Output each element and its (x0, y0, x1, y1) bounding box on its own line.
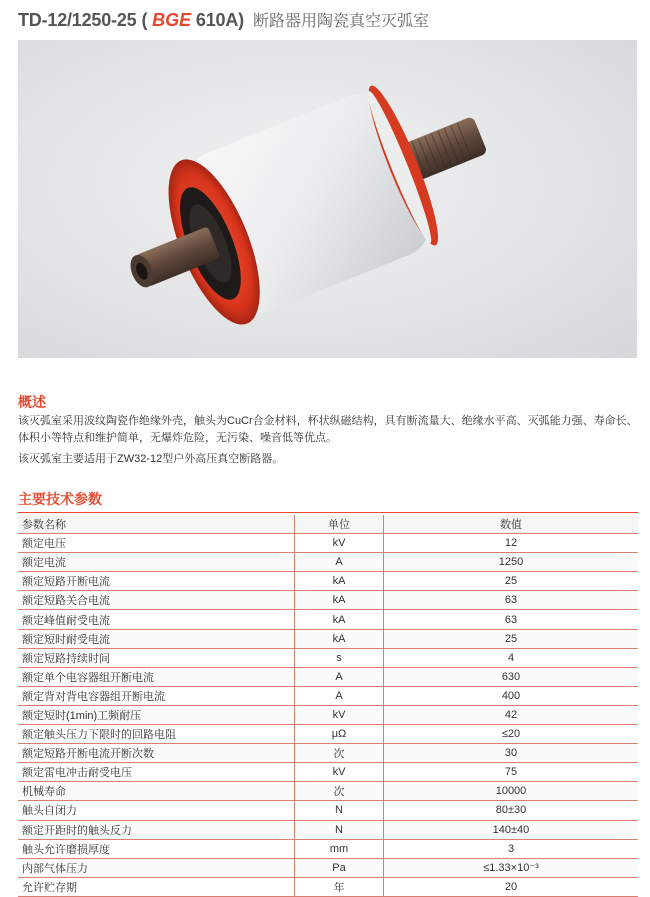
table-row (18, 705, 638, 724)
column-header-name: 参数名称 (18, 515, 295, 534)
param-value: 4 (384, 648, 639, 667)
param-unit: kA (295, 629, 384, 648)
param-unit: N (295, 801, 384, 820)
model-number: TD-12/1250-25 (18, 10, 137, 30)
param-value: 63 (384, 610, 639, 629)
param-value: ≤1.33×10⁻³ (384, 858, 639, 877)
table-row (18, 744, 638, 763)
product-title: 断路器用陶瓷真空灭弧室 (252, 13, 429, 30)
specs-table (18, 515, 638, 897)
table-header-row (18, 515, 638, 534)
table-row (18, 782, 638, 801)
param-value: 630 (384, 667, 639, 686)
param-name: 额定触头压力下限时的回路电阻 (18, 725, 295, 744)
table-row (18, 572, 638, 591)
param-name: 额定电流 (18, 553, 295, 572)
param-unit: 年 (295, 877, 384, 896)
param-value: 400 (384, 686, 639, 705)
param-name: 内部气体压力 (18, 858, 295, 877)
param-value: 75 (384, 763, 639, 782)
param-name: 额定短路关合电流 (18, 591, 295, 610)
page-title (18, 6, 429, 34)
param-value: 20 (384, 877, 639, 896)
param-name: 允许贮存期 (18, 877, 295, 896)
param-value: 1250 (384, 553, 639, 572)
param-unit: kV (295, 763, 384, 782)
table-row (18, 591, 638, 610)
param-name: 额定开距时的触头反力 (18, 820, 295, 839)
table-row (18, 820, 638, 839)
param-value: 25 (384, 572, 639, 591)
column-header-value: 数值 (384, 515, 639, 534)
param-unit: A (295, 667, 384, 686)
table-row (18, 553, 638, 572)
vacuum-interrupter-illustration (18, 40, 637, 358)
param-value: 3 (384, 839, 639, 858)
param-name: 额定单个电容器组开断电流 (18, 667, 295, 686)
param-value: 30 (384, 744, 639, 763)
table-row (18, 667, 638, 686)
table-row (18, 801, 638, 820)
param-unit: A (295, 686, 384, 705)
param-unit: kA (295, 591, 384, 610)
param-value: 140±40 (384, 820, 639, 839)
param-unit: s (295, 648, 384, 667)
param-name: 机械寿命 (18, 782, 295, 801)
param-name: 额定短路持续时间 (18, 648, 295, 667)
table-row (18, 534, 638, 553)
param-name: 额定背对背电容器组开断电流 (18, 686, 295, 705)
param-unit: kA (295, 572, 384, 591)
brand-open: ( (141, 10, 153, 30)
table-row (18, 763, 638, 782)
param-unit: Pa (295, 858, 384, 877)
overview-heading: 概述 (18, 394, 46, 410)
product-photo (18, 40, 637, 358)
table-row (18, 858, 638, 877)
specs-divider (18, 512, 638, 513)
param-name: 额定短路开断电流 (18, 572, 295, 591)
param-name: 额定短路开断电流开断次数 (18, 744, 295, 763)
param-unit: A (295, 553, 384, 572)
table-row (18, 610, 638, 629)
brand-model: 610A) (191, 10, 244, 30)
table-row (18, 877, 638, 896)
param-value: 80±30 (384, 801, 639, 820)
param-unit: 次 (295, 744, 384, 763)
overview-paragraph-2: 该灭弧室主要适用于ZW32-12型户外高压真空断路器。 (18, 453, 284, 465)
table-row (18, 648, 638, 667)
param-value: 12 (384, 534, 639, 553)
param-unit: N (295, 820, 384, 839)
param-name: 触头自闭力 (18, 801, 295, 820)
param-name: 额定短时(1min)工频耐压 (18, 705, 295, 724)
table-row (18, 629, 638, 648)
table-row (18, 839, 638, 858)
specs-heading: 主要技术参数 (18, 491, 102, 507)
param-unit: 次 (295, 782, 384, 801)
overview-paragraph-1: 该灭弧室采用波纹陶瓷作绝缘外壳，触头为CuCr合金材料，杯状纵磁结构，具有断流量大、绝缘水平高、灭弧能力强、寿命长、体积小等特点和维护简单，无爆炸危险，无污染、噪音低等优点。 (18, 415, 638, 444)
brand-logo: BGE (152, 10, 192, 30)
param-name: 额定电压 (18, 534, 295, 553)
param-name: 额定峰值耐受电流 (18, 610, 295, 629)
param-unit: μΩ (295, 725, 384, 744)
param-unit: kA (295, 610, 384, 629)
param-unit: kV (295, 534, 384, 553)
param-value: 63 (384, 591, 639, 610)
param-value: 42 (384, 705, 639, 724)
param-value: ≤20 (384, 725, 639, 744)
param-value: 10000 (384, 782, 639, 801)
param-name: 额定雷电冲击耐受电压 (18, 763, 295, 782)
param-unit: kV (295, 705, 384, 724)
param-unit: mm (295, 839, 384, 858)
table-row (18, 686, 638, 705)
param-value: 25 (384, 629, 639, 648)
column-header-unit: 单位 (295, 515, 384, 534)
table-row (18, 725, 638, 744)
param-name: 触头允许磨损厚度 (18, 839, 295, 858)
param-name: 额定短时耐受电流 (18, 629, 295, 648)
